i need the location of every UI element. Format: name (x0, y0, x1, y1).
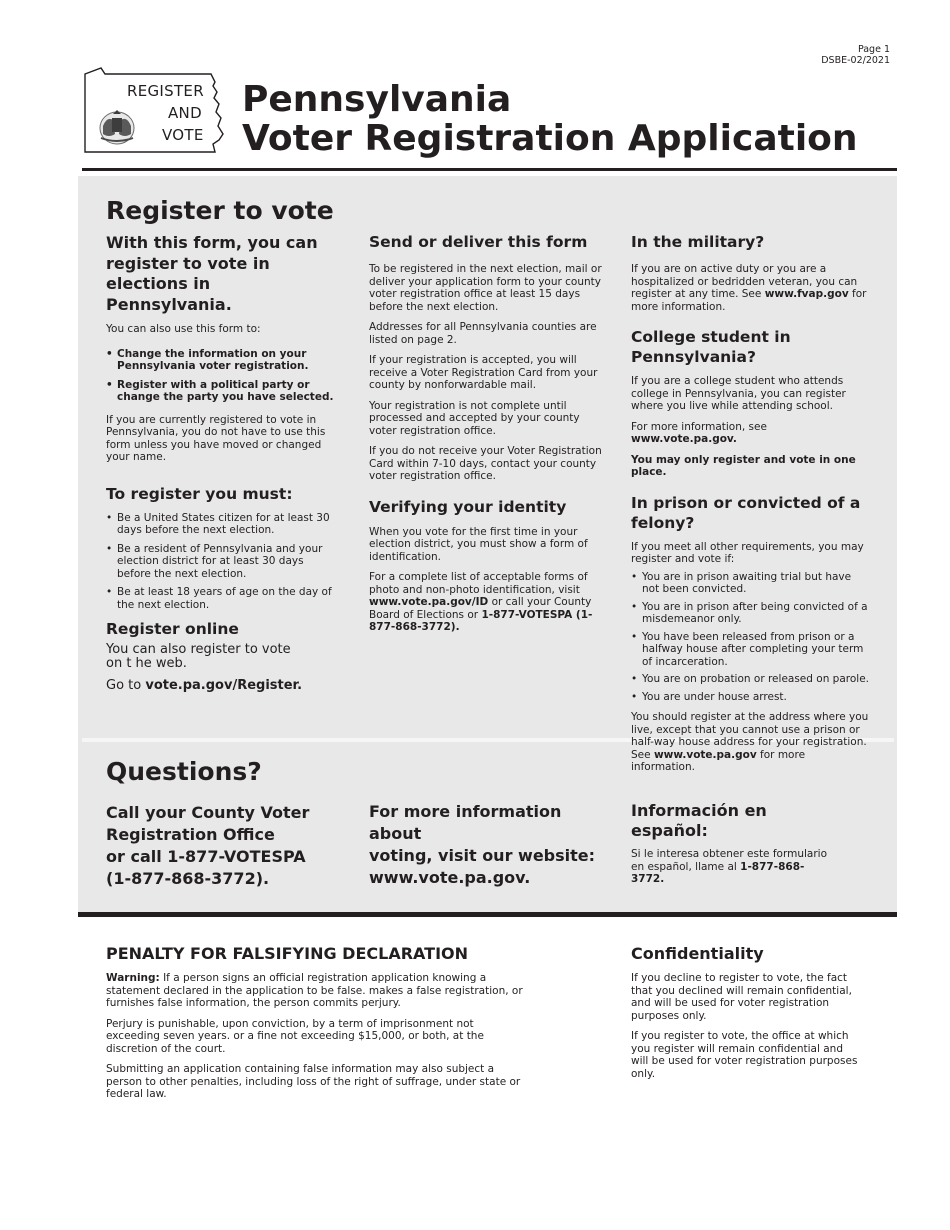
prison-outro-prefix: You should register at the address where you live, except that you cannot use a prison or half-way house address for your registration. See (631, 711, 869, 761)
online-go-prefix: Go to (106, 678, 146, 693)
logo-vote: VOTE (162, 126, 204, 144)
online-heading: Register online (106, 620, 239, 638)
prison-heading: In prison or convicted of a felony? (631, 493, 861, 532)
verify-heading: Verifying your identity (369, 497, 567, 516)
college-text-2 (631, 421, 871, 446)
list-item: • Be a United States citizen for at least 30 days before the next election. (106, 512, 338, 537)
confidentiality-section (631, 944, 859, 1088)
online-text: You can also register to vote on t he web. (106, 642, 291, 671)
list-item: • You are under house arrest. (631, 691, 871, 704)
pennsylvania-outline-icon (83, 64, 233, 156)
list-item: • You have been released from prison or a halfway house after completing your term of incarceration. (631, 631, 871, 669)
page-number: Page 1 (857, 44, 890, 55)
also-use-text: You can also use this form to: (106, 323, 261, 335)
verify-middle: or call your County Board of Elections or (369, 596, 592, 621)
college-text-3: You may only register and vote in one place. (631, 453, 856, 478)
logo-and: AND (168, 104, 202, 122)
list-item: • You are in prison awaiting trial but have not been convicted. (631, 571, 871, 596)
website-line: For more information about (369, 802, 562, 843)
call-county-text (106, 802, 356, 890)
send-text-3: If your registration is accepted, you will receive a Voter Registration Card from your county by nonforwardable mail. (369, 354, 598, 391)
spanish-phone: 1-877-868-3772. (631, 860, 805, 885)
list-item: • Change the information on your Pennsylvania voter registration. (106, 348, 338, 373)
must-heading: To register you must: (106, 484, 293, 503)
online-go-text (106, 679, 306, 693)
id-link[interactable]: www.vote.pa.gov/ID (369, 596, 489, 608)
prison-list (631, 571, 871, 704)
page-info (821, 44, 890, 66)
call-line: Registration Office (106, 825, 275, 844)
list-item: • Be a resident of Pennsylvania and your election district for at least 30 days before the next election. (106, 543, 338, 581)
send-text-5: If you do not receive your Voter Registration Card within 7-10 days, contact your county voter registration office. (369, 445, 602, 482)
warning-text: If a person signs an official registration application knowing a statement declared in the application to be false. makes a false registration, or furnishes false information, the person commits perjury. (106, 972, 523, 1009)
verify-prefix: For a complete list of acceptable forms of photo and non-photo identification, visit (369, 571, 588, 596)
fvap-link[interactable]: www.fvap.gov (764, 288, 849, 300)
list-item: • You are on probation or released on parole. (631, 673, 871, 686)
confidentiality-heading: Confidentiality (631, 944, 764, 963)
website-section (369, 801, 619, 889)
military-prefix: If you are on active duty or you are a hospitalized or bedridden veteran, you can register at any time. See (631, 263, 858, 300)
prison-outro-suffix: for more information. (631, 748, 806, 773)
list-item: • You are in prison after being convicted of a misdemeanor only. (631, 601, 871, 626)
college-prefix: For more information, see (631, 420, 767, 433)
panel-bottom-divider (78, 912, 897, 917)
list-item: • Register with a political party or change the party you have selected. (106, 379, 338, 404)
register-and-vote-logo (83, 64, 233, 156)
college-heading: College student in Pennsylvania? (631, 328, 791, 366)
title-line-2: Voter Registration Application (242, 118, 858, 159)
register-subheading: With this form, you can register to vote in elections in Pennsylvania. (106, 233, 318, 314)
confidentiality-text-1: If you decline to register to vote, the fact that you declined will remain confidential, and will be used for voter registration purposes only. (631, 972, 852, 1022)
online-link[interactable]: vote.pa.gov/Register. (145, 678, 303, 693)
page-title (242, 80, 858, 158)
register-online-section (106, 619, 306, 701)
warning-label: Warning: (106, 972, 160, 984)
send-heading: Send or deliver this form (369, 233, 588, 251)
penalty-section (106, 944, 526, 1109)
website-text (369, 801, 619, 889)
uses-list (106, 348, 338, 404)
website-line: voting, visit our website: (369, 846, 596, 865)
verify-text-2 (369, 571, 603, 634)
penalty-text-2: Perjury is punishable, upon conviction, by a term of imprisonment not exceeding seven years. or a fine not exceeding $15,000, or both, at the discretion of the court. (106, 1017, 484, 1055)
call-line: or call 1-877-VOTESPA (106, 847, 306, 866)
vote-pa-link[interactable]: www.vote.pa.gov (653, 748, 757, 761)
call-line: (1-877-868-3772). (106, 869, 270, 888)
header-divider (82, 168, 897, 171)
call-line: Call your County Voter (106, 803, 310, 822)
register-column (106, 197, 338, 617)
military-suffix: for more information. (631, 288, 867, 313)
questions-section (106, 758, 356, 890)
requirements-list (106, 512, 338, 612)
website-line: www.vote.pa.gov. (369, 868, 531, 887)
prison-outro (631, 711, 871, 774)
penalty-text-3: Submitting an application containing false information may also subject a person to other penalties, including loss of the right of suffrage, under state or federal law. (106, 1063, 521, 1100)
spanish-text (631, 848, 831, 886)
penalty-warning (106, 972, 526, 1010)
penalty-heading: PENALTY FOR FALSIFYING DECLARATION (106, 944, 469, 963)
spanish-heading: Información en español: (631, 801, 767, 840)
questions-heading: Questions? (106, 757, 262, 786)
eligibility-column (631, 232, 871, 782)
list-item: • Be at least 18 years of age on the day of the next election. (106, 586, 338, 611)
form-code: DSBE-02/2021 (821, 55, 890, 66)
register-heading: Register to vote (106, 196, 334, 225)
prison-intro: If you meet all other requirements, you may register and vote if: (631, 540, 864, 565)
title-line-1: Pennsylvania (242, 79, 512, 120)
spanish-prefix: Si le interesa obtener este formulario en español, llame al (631, 848, 827, 873)
send-column (369, 232, 603, 642)
logo-register: REGISTER (127, 82, 204, 100)
votespa-phone: 1-877-VOTESPA (1-877-868-3772). (369, 608, 593, 633)
military-text (631, 263, 871, 313)
send-text-2: Addresses for all Pennsylvania counties are listed on page 2. (369, 321, 597, 346)
college-text-1: If you are a college student who attends college in Pennsylvania, you can register where you live while attending school. (631, 375, 846, 412)
send-text-4: Your registration is not complete until processed and accepted by your county voter registration office. (369, 399, 580, 437)
vote-pa-link[interactable]: www.vote.pa.gov. (631, 433, 737, 445)
already-registered-text: If you are currently registered to vote in Pennsylvania, you do not have to use this form unless you have moved or changed your name. (106, 413, 326, 463)
confidentiality-text-2: If you register to vote, the office at which you register will remain confidential and will be used for voter registration purposes only. (631, 1030, 858, 1080)
spanish-section (631, 801, 831, 894)
send-text-1: To be registered in the next election, mail or deliver your application form to your county voter registration office at least 15 days before the next election. (369, 263, 602, 313)
verify-text-1: When you vote for the first time in your election district, you must show a form of identification. (369, 525, 588, 563)
military-heading: In the military? (631, 233, 765, 251)
